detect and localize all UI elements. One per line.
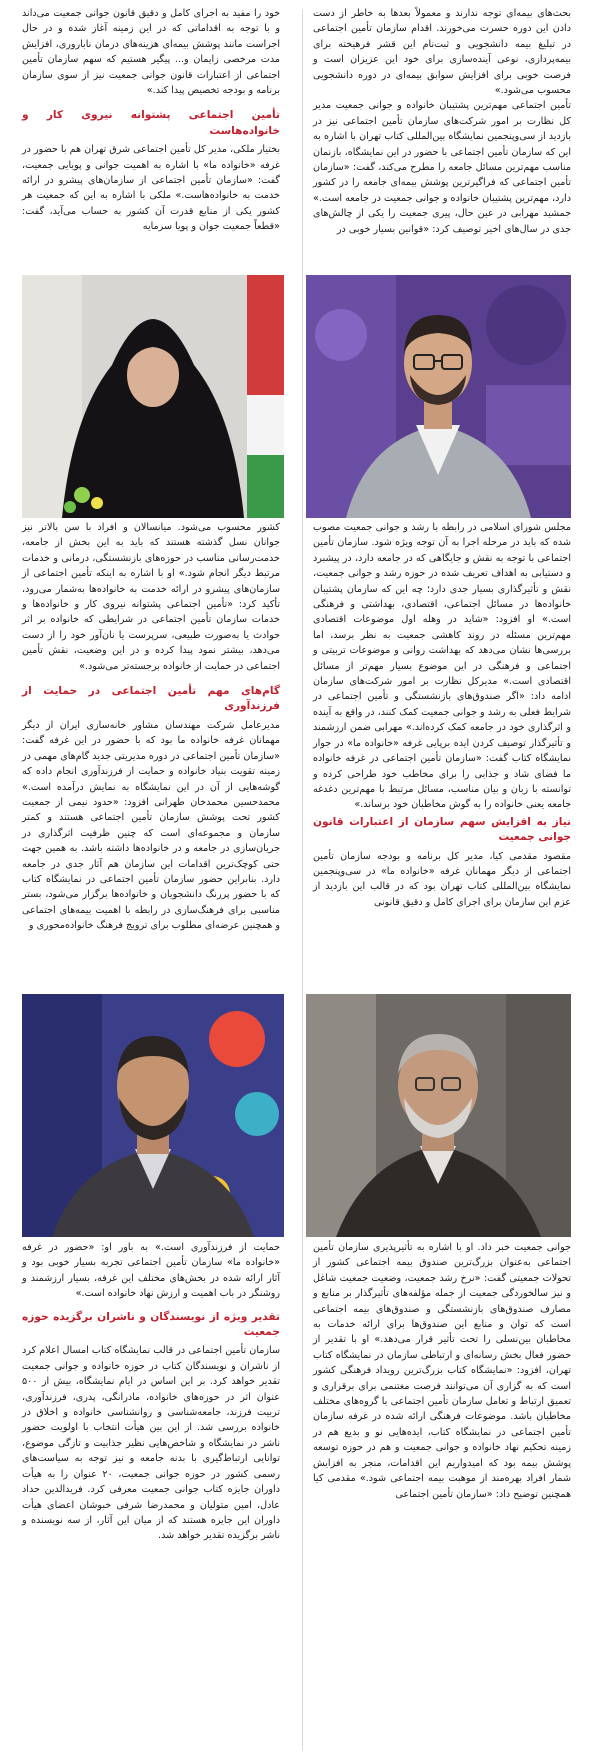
photo-woman-portrait — [22, 275, 284, 518]
paragraph: جوانی جمعیت خبر داد. او با اشاره به تأثیرپذیری سازمان تأمین اجتماعی به‌عنوان بزرگ‌ترین صندوق بیمه اجتماعی کشور از تحولات جمعیتی گفت: «نرخ رشد جمعیت، وضعیت جمعیت شاغل و نیز سالخوردگی جمعیت از جمله مؤلفه‌های تأثیرگذار بر منابع و مصارف صندوق‌های بازنشستگی و صندوق‌های بیمه اجتماعی است که توان و منابع این صندوق‌ها برای ارائه خدمات به مخاطبان بین‌نسلی را تحت تأثیر قرار می‌دهد.» او با تقدیر از حضور فعال بخش رسانه‌ای و ارتباطی سازمان در نمایشگاه کتاب تهران، افزود: «نمایشگاه کتاب بزرگ‌ترین رویداد فرهنگی کشور است که به گزاری آن می‌توانند فرصت مغتنمی برای برقراری و تعمیق ارتباط و تعامل سازمان تأمین اجتماعی با گروه‌های مختلف مخاطبان باشد. موضوعات فرهنگی ارائه شده در غرفه سازمان تأمین اجتماعی در نمایشگاه کتاب، ایده‌هایی نو و بدیع هم در زمینه تحکیم نهاد خانواده و جوانی جمعیت و هم در حوزه توسعه پوشش بیمه بود که امیدواریم این اقدامات، منجر به افزایش شمار افراد بهره‌مند از موهبت بیمه اجتماعی شود.» مقدمی کیا همچنین توضیح داد: «سازمان تأمین اجتماعی — [313, 1242, 571, 1500]
paragraph: حمایت از فرزندآوری است.» به باور او: «حضور در غرفه «خانواده ما» سازمان تأمین اجتماعی تجربه بسیار خوبی بود و آثار ارائه شده در بخش‌های مختلف این غرفه، بسیار ارزشمند و روشنگر در باب اهمیت و ارزش نهاد خانواده است.» — [22, 1242, 280, 1300]
paragraph: کشور محسوب می‌شود. میانسالان و افراد با سن بالاتر نیز جوانان نسل گذشته هستند که باید به این بخش از جامعه، خدمت‌رسانی مناسب در حوزه‌های بازنشستگی، درمانی و خدمات مرتبط دیگر انجام شود.» او با اشاره به اینکه تأمین اجتماعی از سازمان‌های پیشرو در ارائه خدمت به خانواده‌ها به‌شمار می‌رود، تأکید کرد: «تأمین اجتماعی پشتوانه نیروی کار و خانواده‌ها و خدمات سازمان تأمین اجتماعی در شرایطی که خانواده بر اثر حوادث یا به‌صورت طبیعی، سرپرست یا نان‌آور خود را از دست می‌دهد، بیشتر نمود پیدا کرده و در این وضعیت، نقش تأمین اجتماعی در حمایت از خانواده برجسته‌تر می‌شود.» — [22, 522, 280, 672]
column-divider — [302, 10, 303, 1750]
photo-young-man-portrait — [306, 275, 571, 518]
right-column-text-middle — [313, 520, 571, 910]
photo-older-man-portrait — [306, 994, 571, 1237]
paragraph: بحث‌های بیمه‌ای توجه ندارند و معمولاً بعدها به خاطر از دست دادن این دوره حسرت می‌خورند. اقدام سازمان تأمین اجتماعی در تبلیغ بیمه دانشجویی و ثبت‌نام این قشر فرهیخته برای بیمه‌پردازی، نوعی آینده‌سازی برای خود این عزیزان است و فرصت خوبی برای افزایش سوابق بیمه‌ای در دوره دانشجویی محسوب می‌شود.» — [313, 8, 571, 97]
paragraph: بختیار ملکی، مدیر کل تأمین اجتماعی شرق تهران هم با حضور در غرفه «خانواده ما» با اشاره به اهمیت جوانی و پویایی جمعیت، گفت: «سازمان تأمین اجتماعی از سازمان‌های پیشرو در ارائه خدمت به خانواده‌هاست.» ملکی با اشاره به این که جمعیت هر کشور یکی از منابع قدرت آن کشور به حساب می‌آید، گفت: «قطعاً جمعیت جوان و پویا سرمایه — [22, 144, 280, 233]
section-heading: نیاز به افزایش سهم سازمان از اعتبارات قانون جوانی جمعیت — [313, 815, 571, 844]
paragraph: سازمان تأمین اجتماعی در قالب نمایشگاه کتاب امسال اعلام کرد از ناشران و نویسندگان کتاب در حوزه خانواده و جوانی جمعیت تقدیر خواهد کرد. بر این اساس در ایام نمایشگاه، بیش از ۵۰۰ عنوان اثر در حوزه‌های خانواده، مادرانگی، پدری، فرزندآوری، تربیت فرزند، جامعه‌شناسی و روانشناسی خانواده و اخلاق در خانواده بررسی شد. از این بین هیأت انتخاب با اولویت حضور ناشر در نمایشگاه و شاخص‌هایی نظیر جذابیت و تازگی موضوع، توانایی ارتباط‌گیری با بدنه جامعه و نیز توجه به سیاست‌های رسمی کشور در حوزه جوانی جمعیت، ۲۰ عنوان را به هیأت داوران جایزه کتاب جوانی جمعیت معرفی کرد. فریدالدین حداد عادل، امین متولیان و محمدرضا شرفی خبوشان اعضای هیأت داوران این جایزه هستند که از میان این آثار، از سه نویسنده و ناشر برگزیده تقدیر خواهد شد. — [22, 1345, 280, 1542]
paragraph: مقصود مقدمی کیا، مدیر کل برنامه و بودجه سازمان تأمین اجتماعی از دیگر مهمانان غرفه «خانواده ما» در سی‌وپنجمین نمایشگاه بین‌المللی کتاب تهران بود که در قالب این بازدید از عزم این سازمان برای اجرای کامل و دقیق قانونی — [313, 850, 571, 908]
photo-bearded-man-portrait — [22, 994, 284, 1237]
portrait-illustration — [22, 275, 284, 518]
right-column-text-bottom — [313, 1240, 571, 1502]
section-heading: گام‌های مهم تأمین اجتماعی در حمایت از فرزندآوری — [22, 685, 280, 713]
left-column-text-middle — [22, 520, 280, 934]
paragraph: مجلس شورای اسلامی در رابطه با رشد و جوانی جمعیت مصوب شده که باید در مرحله اجرا به آن توجه ویژه شود. سازمان تأمین اجتماعی با توجه به نقش و جایگاهی که در جامعه دارد، در پیشبرد و دستیابی به اهداف تعریف شده در حوزه رشد و جوانی جمعیت، نقش و تأثیرگذاری بسیار جدی دارد؛ چه این که سازمان پشتیبان خانواده‌ها در مسائل اجتماعی، اقتصادی، بهداشتی و فرهنگی است.» او افزود: «شاید در وهله اول موضوعات اقتصادی مهم‌ترین مسئله در روند کاهشی جمعیت به نظر برسد، اما بررسی‌ها نشان می‌دهد که بهداشت روانی و موضوعات تربیتی و اجتماعی و فرهنگی در این موضوع بسیار مهم‌تر از مسائل اقتصادی است.» مدیرکل نظارت بر امور شرکت‌های سازمان ادامه داد: «اگر صندوق‌های بازنشستگی و تأمین اجتماعی در شرایط فعلی به رشد و جوانی جمعیت کمک کنند، در واقع به آینده و اثرگذاری خود در جامعه کمک کرده‌اند.» مهرابی ضمن ارزشمند و تأثیرگذار توصیف کردن ایده برپایی غرفه «خانواده ما» در جوار نمایشگاه کتاب گفت: «سازمان تأمین اجتماعی در غرفه خانواده ما فضای شاد و جذابی را برای مخاطب خود طراحی کرده و توانسته با زبان و بیان مناسب، مسائل مرتبط با مهم‌ترین دغدغه جامعه یعنی خانواده را به گوش مخاطبان خود برساند.» — [313, 522, 571, 811]
portrait-illustration — [306, 994, 571, 1237]
paragraph: تأمین اجتماعی مهم‌ترین پشتیبان خانواده و جوانی جمعیت مدیر کل نظارت بر امور شرکت‌های سازمان تأمین اجتماعی نیز در بازدید از سی‌وپنجمین نمایشگاه بین‌المللی کتاب تهران با اشاره به این که سازمان تأمین اجتماعی با حضور در این نمایشگاه، بازنمان مناسب مهم‌ترین مسائل جامعه را مطرح می‌کند، گفت: «سازمان تأمین اجتماعی که فراگیرترین پوشش بیمه‌ای جامعه را در کشور دارد، مهم‌ترین پشتیبان خانواده و جوانی جمعیت در جامعه است.» جمشید مهرابی در عین حال، پیری جمعیت را یکی از چالش‌های جدی در سال‌های اخیر توصیف کرد: «قوانین بسیار خوبی در — [313, 100, 571, 235]
right-column-text-top — [313, 6, 571, 237]
paragraph: خود را مفید به اجرای کامل و دقیق قانون جوانی جمعیت می‌داند و با توجه به اقداماتی که در این زمینه آغاز شده و در حال اجراست مانند پوشش بیمه‌ای هزینه‌های درمان ناباروری، افزایش مدت مرخصی زایمان و... پیگیر هستیم که سهم سازمان تأمین اجتماعی از اعتبارات قانون جوانی جمعیت نیز از سوی سازمان برنامه و بودجه تخصیص پیدا کند.» — [22, 8, 280, 97]
portrait-illustration — [22, 994, 284, 1237]
section-heading: تقدیر ویژه از نویسندگان و ناشران برگزیده حوزه جمعیت — [22, 1310, 280, 1339]
section-heading: تأمین اجتماعی پشتوانه نیروی کار و خانواده‌هاست — [22, 109, 280, 137]
left-column-text-bottom — [22, 1240, 280, 1544]
left-column-text-top — [22, 6, 280, 235]
paragraph: مدیرعامل شرکت مهندسان مشاور خانه‌سازی ایران از دیگر مهمانان غرفه خانواده ما بود که با حضور در این غرفه گفت: «سازمان تأمین اجتماعی در دوره مدیریتی جدید گام‌های مهمی در زمینه تقویت بنیاد خانواده و حمایت از فرزندآوری انجام داده که گوشه‌هایی از آن در این نمایشگاه به نمایش درآمده است.» محمدحسین محمدخان طهرانی افزود: «حدود نیمی از جمعیت کشور تحت پوشش سازمان تأمین اجتماعی هستند و کمتر سازمان و مجموعه‌ای است که چنین ظرفیت اثرگذاری در جریان‌سازی در جامعه و در خانواده‌ها داشته باشد. به همین جهت حتی کوچک‌ترین اقدامات این سازمان هم آثار جدی در جامعه دارد. بنابراین حضور سازمان تأمین اجتماعی در نمایشگاه کتاب که با حضور پررنگ دانشجویان و خانواده‌ها برگزار می‌شود، بستر مناسبی برای فرهنگ‌سازی در رابطه با اهمیت بیمه‌های اجتماعی و همچنین عرضه‌ای مطلوب برای ترویج فرهنگ خانواده‌محوری و — [22, 719, 280, 932]
portrait-illustration — [306, 275, 571, 518]
